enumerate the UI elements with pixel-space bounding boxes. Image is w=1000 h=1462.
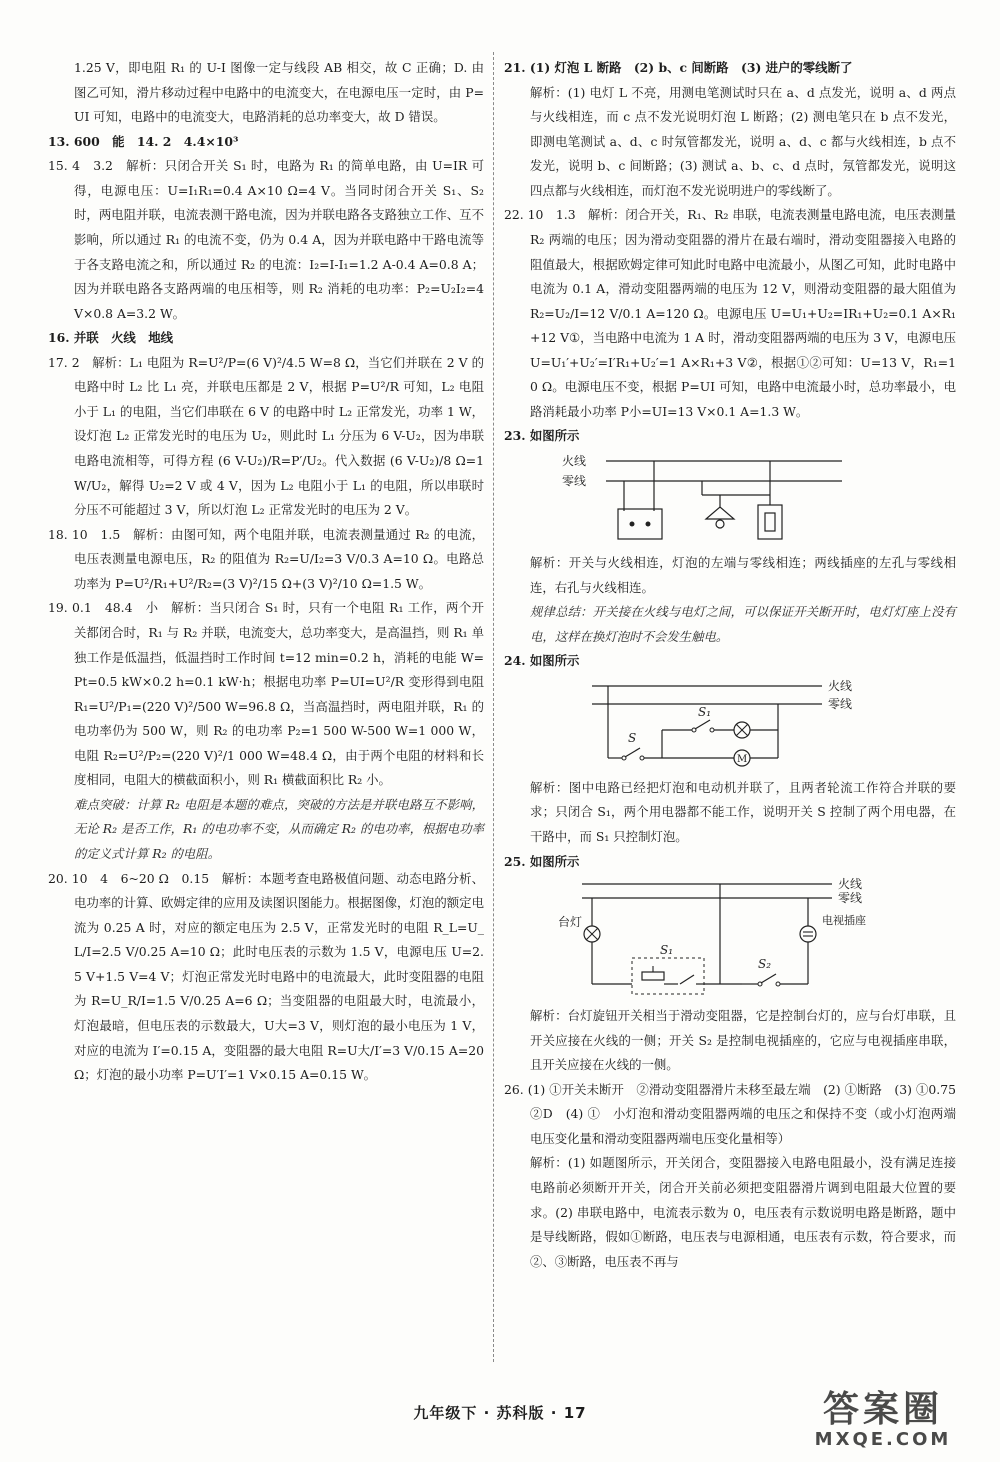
fig24-neutral-label: 零线 [828, 696, 853, 711]
rule-summary-note: 规律总结：开关接在火线与电灯之间，可以保证开关断开时，电灯灯座上没有电，这样在换灯泡时不会发生触电。 [530, 604, 956, 644]
answer-23-analysis: 解析：开关与火线相连，灯泡的左端与零线相连；两线插座的左孔与零线相连，右孔与火线相连。 [530, 555, 956, 595]
fig23-neutral-label: 零线 [562, 474, 587, 488]
fig24-s-label: S [628, 730, 637, 745]
answer-16: 16. 并联 火线 地线 [48, 330, 173, 346]
answer-26: 26. (1) ①开关未断开 ②滑动变阻器滑片未移至最左端 (2) ①断路 (3) ①0.75 ②D (4) ① 小灯泡和滑动变阻器两端的电压之和保持不变（或小灯泡两端电压变化量和滑动变阻器两端电压变化量相等） [504, 1081, 969, 1146]
fig24-s1-label: S₁ [698, 704, 712, 719]
answer-18: 18. 10 1.5 解析：由图可知，两个电阻并联，电流表测量通过 R₂ 的电流，电压表测量电源电压，R₂ 的阻值为 R₂=U/I₂=3 V/0.3 A=10 Ω。电路总功率为 P=U²/R₁+U²/R₂=(3 V)²/15 Ω+(3 V)²/10 Ω=1.5 W。 [48, 526, 484, 591]
answer-22: 22. 10 1.3 解析：闭合开关，R₁、R₂ 串联，电流表测量电路电流，电压表测量 R₂ 两端的电压；因为滑动变阻器的滑片在最右端时，滑动变阻器接入电路的阻值最大，根据欧姆定律可知此时电路中电流最小，从图乙可知，此时电路中电流为 0.1 A，滑动变阻器两端的电压为 12 V，则滑动变阻器的最大阻值为 R₂=U₂/I=12 V/0.1 A=120 Ω。电源电压 U=U₁+U₂=IR₁+U₂=0.1 A×R₁+12 V①，当电路中电流为 1 A 时，滑动变阻器两端的电压为 3 V，电源电压 U=U₁′+U₂′=I′R₁+U₂′=1 A×R₁+3 V②，根据①②可知：U=13 V，R₁=10 Ω。电源电压不变，根据 P=UI 可知，电路中电流最小时，总功率最小，电路消耗最小功率 P小=UI=13 V×0.1 A=1.3 W。 [504, 207, 956, 419]
figure-24-circuit [552, 676, 956, 772]
answer-25: 25. 如图所示 [504, 853, 580, 869]
column-divider [493, 52, 494, 1362]
watermark-small-text: MXQE.COM [814, 1429, 952, 1450]
figure-25-svg [552, 876, 892, 1000]
fig25-s1-label: S₁ [660, 943, 674, 958]
figure-24-svg [552, 676, 882, 772]
answer-13-14: 13. 600 能 14. 2 4.4×10³ [48, 133, 239, 149]
figure-23-circuit [552, 451, 956, 547]
lamp-icon [706, 507, 734, 519]
switch-icon [758, 505, 782, 539]
watermark-logo [788, 1390, 978, 1454]
watermark-big-text: 答案圈 [822, 1389, 943, 1430]
fig25-tv-label: 电视插座 [822, 914, 866, 928]
fig25-live-label: 火线 [838, 877, 863, 892]
answer-24-analysis: 解析：图中电路已经把灯泡和电动机并联了，且两者轮流工作符合并联的要求；只闭合 S₁，两个用电器都不能工作，说明开关 S 控制了两个用电器，在干路中，而 S₁ 只控制灯泡。 [530, 779, 956, 844]
answer-12-continued: 1.25 V，即电阻 R₁ 的 U-I 图像一定与线段 AB 相交，故 C 正确；D. 由图乙可知，滑片移动过程中电路中的电流变大，在电源电压一定时，由 P=UI 可知，电路中的电流变大，电路消耗的总功率变大，故 D 错误。 [74, 60, 484, 125]
fig25-neutral-label: 零线 [838, 891, 863, 906]
fig23-live-label: 火线 [562, 454, 587, 468]
answer-21: 21. (1) 灯泡 L 断路 (2) b、c 间断路 (3) 进户的零线断了 [504, 60, 853, 75]
figure-25-circuit [552, 876, 956, 1000]
answer-20: 20. 10 4 6~20 Ω 0.15 解析：本题考查电路极值问题、动态电路分析、电功率的计算、欧姆定律的应用及读图识图能力。根据图像，灯泡的额定电流为 0.25 A 时，对应的额定电压为 2.5 V，正常发光时的电阻 R_L=U_L/I=2.5 V/0.25 A=10 Ω；此时电压表的示数为 1.5 V，电源电压 U=2.5 V+1.5 V=4 V；灯泡正常发光时电路中的电流最大，此时变阻器的电阻为 R=U_R/I=1.5 V/0.25 A=6 Ω；当变阻器的电阻最大时，电流最小，灯泡最暗，但电压表的示数最大，U大=3 V，则灯泡的最小电压为 1 V，对应的电流为 I′=0.15 A，变阻器的最大电阻 R=U大/I′=3 V/0.15 A=20 Ω；灯泡的最小功率 P=U′I′=1 V×0.15 A=0.15 W。 [48, 870, 484, 1083]
rheostat-icon [642, 972, 664, 980]
page-footer: 九年级下 · 苏科版 · 17 [413, 1404, 587, 1422]
answer-23: 23. 如图所示 [504, 428, 580, 444]
fig25-s2-label: S₂ [758, 957, 772, 972]
answer-15: 15. 4 3.2 解析：只闭合开关 S₁ 时，电路为 R₁ 的简单电路，由 U=IR 可得，电源电压：U=I₁R₁=0.4 A×10 Ω=4 V。当同时闭合开关 S₁、S₂ 时，两电阻并联，电流表测干路电流，因为并联电路各支路独立工作、互不影响，所以通过 R₁ 的电流不变，仍为 0.4 A，因为并联电路中干路电流等于各支路电流之和，所以通过 R₂ 的电流：I₂=I-I₁=1.2 A-0.4 A=0.8 A；因为并联电路各支路两端的电压相等，则 R₂ 消耗的电功率：P₂=U₂I₂=4 V×0.8 A=3.2 W。 [48, 158, 484, 321]
socket-icon [618, 509, 662, 539]
figure-23-svg [552, 451, 852, 547]
fig25-lamp-label: 台灯 [558, 915, 583, 930]
difficulty-breakthrough-note: 难点突破：计算 R₂ 电阻是本题的难点，突破的方法是并联电路互不影响，无论 R₂ 是否工作，R₁ 的电功率不变，从而确定 R₂ 的电功率，根据电功率的定义式计算 R₂ 的电阻。 [74, 796, 484, 861]
right-column [504, 56, 969, 1274]
answer-25-analysis: 解析：台灯旋钮开关相当于滑动变阻器，它是控制台灯的，应与台灯串联，且开关应接在火线的一侧；开关 S₂ 是控制电视插座的，它应与电视插座串联，且开关应接在火线的一侧。 [530, 1008, 956, 1073]
answer-19: 19. 0.1 48.4 小 解析：当只闭合 S₁ 时，只有一个电阻 R₁ 工作，两个开关都闭合时，R₁ 与 R₂ 并联，电流变大，总功率变大，是高温挡，则 R₁ 单独工作是低温挡，低温挡时工作时间 t=12 min=0.2 h，消耗的电能 W=Pt=0.5 kW×0.2 h=0.1 kW·h；根据电功率 P=UI=U²/R 变形得到电阻 R₁=U²/P₁=(220 V)²/500 W=96.8 Ω，当高温挡时，两电阻并联，R₁ 的电功率仍为 500 W，则 R₂ 的电功率 P₂=1 500 W-500 W=1 000 W，电阻 R₂=U²/P₂=(220 V)²/1 000 W=48.4 Ω，由于两个电阻的材料和长度相同，电阻大的横截面积小，则 R₁ 横截面积比 R₂ 小。 [48, 600, 484, 788]
fig24-motor-label: M [737, 753, 748, 765]
answer-26-analysis: 解析：(1) 如题图所示，开关闭合，变阻器接入电路电阻最小，没有满足连接电路前必须断开开关，闭合开关前必须把变阻器滑片调到电阻最大位置的要求。(2) 串联电路中，电流表示数为 0，电压表有示数说明电路是断路，题中是导线断路，假如①断路，电压表与电源相通，电压表有示数，符合要求，而②、③断路，电压表不再与 [530, 1155, 956, 1269]
answer-24: 24. 如图所示 [504, 653, 580, 669]
left-column [48, 56, 484, 1088]
answer-17: 17. 2 解析：L₁ 电阻为 R=U²/P=(6 V)²/4.5 W=8 Ω，当它们并联在 2 V 的电路中时 L₂ 比 L₁ 亮，并联电压都是 2 V，根据 P=U²/R 可知，L₂ 电阻小于 L₁ 的电阻，当它们串联在 6 V 的电路中时 L₂ 正常发光，功率 1 W，设灯泡 L₂ 正常发光时的电压为 U₂，则此时 L₁ 分压为 6 V-U₂，因为串联电路电流相等，可得方程 (6 V-U₂)/R=P′/U₂。代入数据 (6 V-U₂)/8 Ω=1 W/U₂，解得 U₂=2 V 或 4 V，因为 L₂ 电阻小于 L₁ 的电阻，所以串联时分压不可能超过 3 V，所以灯泡 L₂ 正常发光时的电压为 2 V。 [48, 354, 484, 518]
tv-socket-icon [800, 926, 816, 942]
answer-21-analysis: 解析：(1) 电灯 L 不亮，用测电笔测试时只在 a、d 点发光，说明 a、d 两点与火线相连，而 c 点不发光说明灯泡 L 断路；(2) 测电笔只在 b 点不发光，即测电笔测试 a、d、c 时氖管都发光，说明 a、d、c 都与火线相连，b 点不发光，说明 b、c 间断路；(3) 测试 a、b、c、d 点时，氖管都发光，说明这四点都与火线相连，而灯泡不发光说明进户的零线断了。 [530, 84, 956, 198]
fig24-live-label: 火线 [828, 678, 853, 693]
